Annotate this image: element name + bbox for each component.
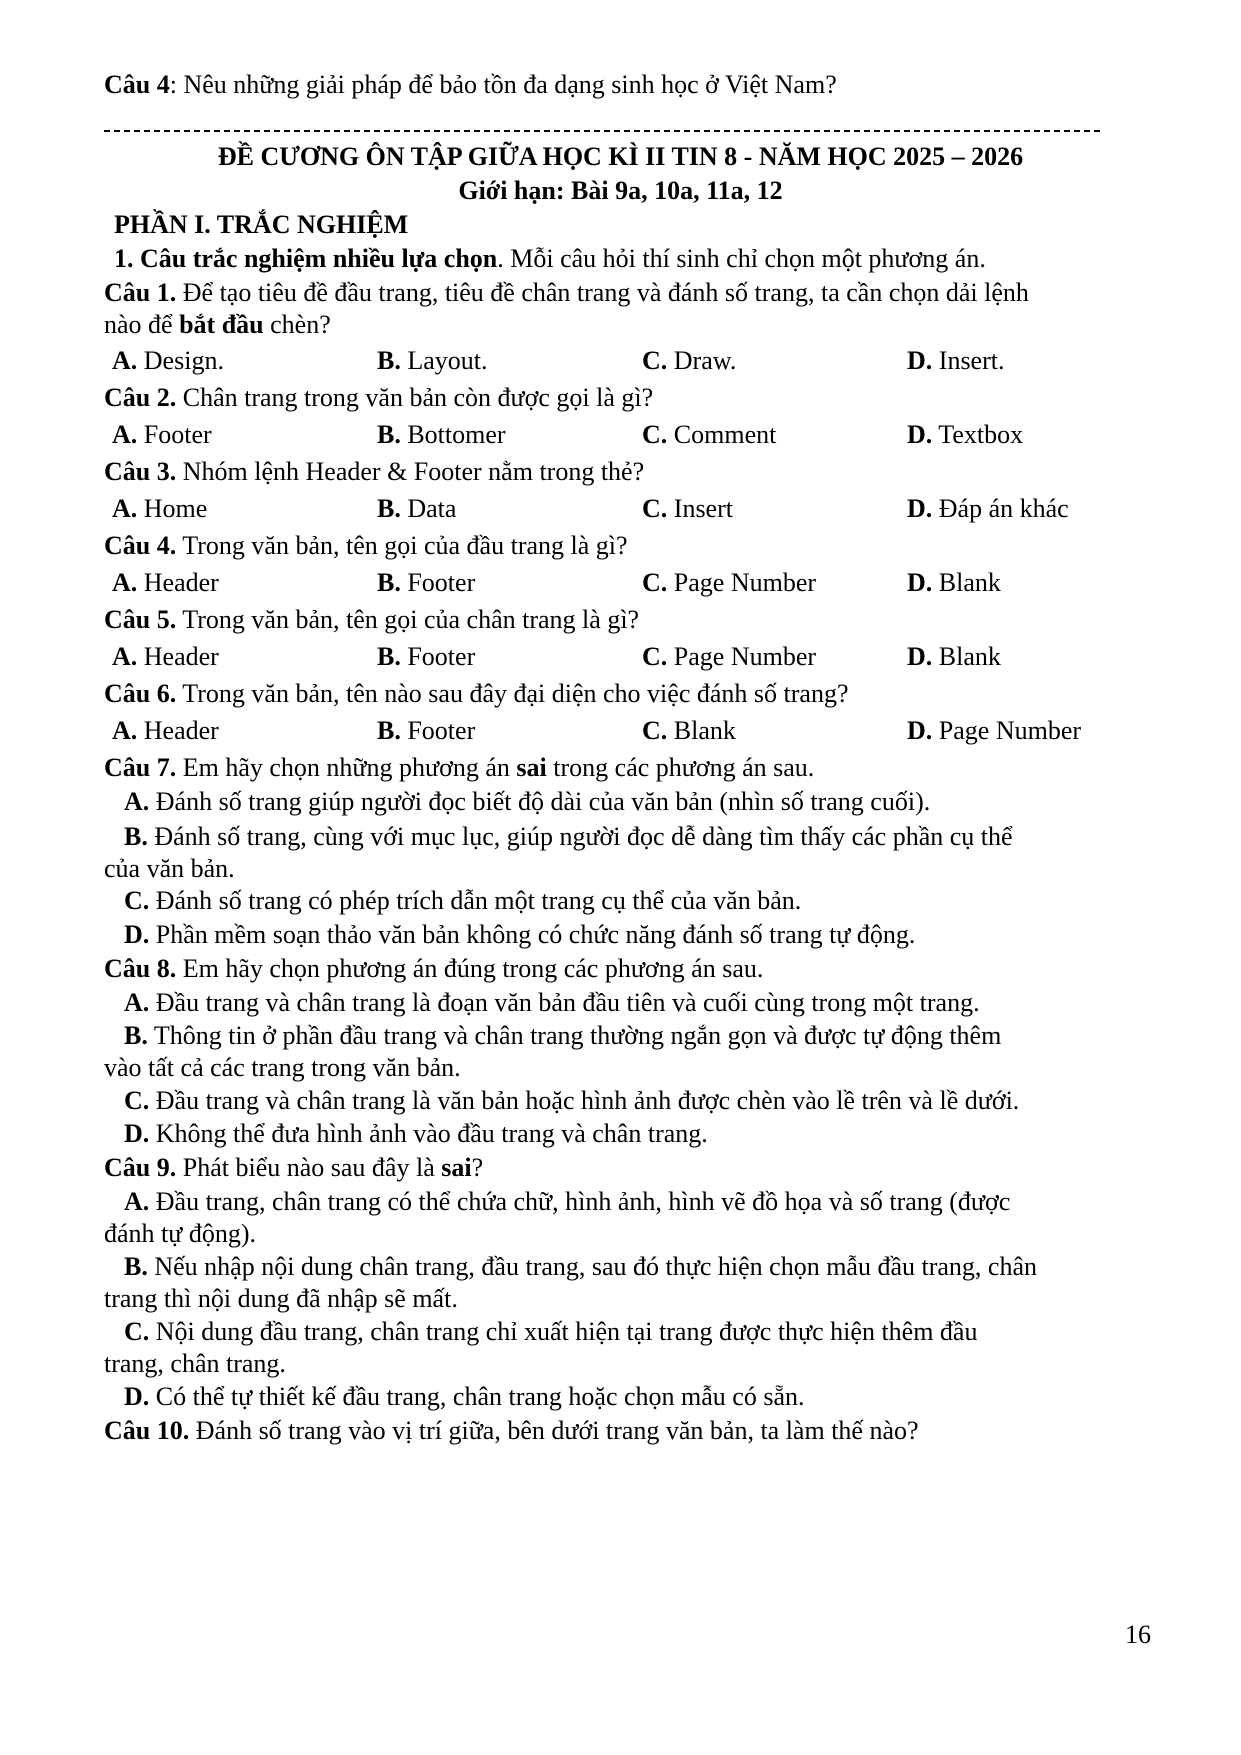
- question-9-option-b: B. Nếu nhập nội dung chân trang, đầu trang, sau đó thực hiện chọn mẫu đầu trang, chân: [124, 1252, 1038, 1281]
- option-d: D. Textbox: [907, 420, 1024, 449]
- question-2-options: [112, 418, 1142, 452]
- page-number: 16: [1125, 1620, 1151, 1649]
- question-2: Câu 2. Chân trang trong văn bản còn được gọi là gì?: [104, 383, 654, 412]
- option-b: B. Footer: [377, 642, 476, 671]
- option-d: D. Insert.: [907, 346, 1005, 375]
- question-1-cont: nào để bắt đầu chèn?: [104, 310, 331, 339]
- question-9-option-b-cont: trang thì nội dung đã nhập sẽ mất.: [104, 1284, 458, 1313]
- doc-subtitle: Giới hạn: Bài 9a, 10a, 11a, 12: [458, 176, 783, 205]
- question-10: Câu 10. Đánh số trang vào vị trí giữa, bên dưới trang văn bản, ta làm thế nào?: [104, 1416, 919, 1445]
- question-9-option-a: A. Đầu trang, chân trang có thể chứa chữ, hình ảnh, hình vẽ đồ họa và số trang (được: [124, 1187, 1011, 1216]
- question-7-option-b: B. Đánh số trang, cùng với mục lục, giúp người đọc dễ dàng tìm thấy các phần cụ thể: [124, 822, 1013, 851]
- question-7: Câu 7. Em hãy chọn những phương án sai trong các phương án sau.: [104, 753, 815, 782]
- option-b: B. Footer: [377, 716, 476, 745]
- option-c: C. Page Number: [642, 568, 817, 597]
- option-c: C. Insert: [642, 494, 733, 523]
- question-8-option-a: A. Đầu trang và chân trang là đoạn văn bản đầu tiên và cuối cùng trong một trang.: [124, 988, 980, 1017]
- section-title: PHẦN I. TRẮC NGHIỆM: [114, 210, 409, 239]
- question-8-option-b-cont: vào tất cả các trang trong văn bản.: [104, 1053, 461, 1082]
- option-d: D. Blank: [907, 642, 1001, 671]
- option-d: D. Page Number: [907, 716, 1082, 745]
- question-7-option-d: D. Phần mềm soạn thảo văn bản không có chức năng đánh số trang tự động.: [124, 920, 916, 949]
- question-7-option-b-cont: của văn bản.: [104, 854, 235, 883]
- question-7-option-c: C. Đánh số trang có phép trích dẫn một trang cụ thể của văn bản.: [124, 886, 802, 915]
- option-a: A. Design.: [112, 346, 224, 375]
- question-9-option-c: C. Nội dung đầu trang, chân trang chỉ xuất hiện tại trang được thực hiện thêm đầu: [124, 1317, 978, 1346]
- option-a: A. Footer: [112, 420, 212, 449]
- question-9-option-c-cont: trang, chân trang.: [104, 1349, 286, 1378]
- question-3-options: [112, 492, 1142, 526]
- option-c: C. Comment: [642, 420, 777, 449]
- option-a: A. Header: [112, 568, 219, 597]
- doc-title: ĐỀ CƯƠNG ÔN TẬP GIỮA HỌC KÌ II TIN 8 - NĂM HỌC 2025 – 2026: [217, 142, 1024, 171]
- question-7-option-a: A. Đánh số trang giúp người đọc biết độ dài của văn bản (nhìn số trang cuối).: [124, 787, 931, 816]
- option-d: D. Blank: [907, 568, 1001, 597]
- question-8-option-d: D. Không thể đưa hình ảnh vào đầu trang và chân trang.: [124, 1119, 708, 1148]
- question-9: Câu 9. Phát biểu nào sau đây là sai?: [104, 1153, 484, 1182]
- question-1-options: [112, 344, 1142, 378]
- option-b: B. Data: [377, 494, 457, 523]
- question-9-option-d: D. Có thể tự thiết kế đầu trang, chân trang hoặc chọn mẫu có sẵn.: [124, 1382, 805, 1411]
- question-9-option-a-cont: đánh tự động).: [104, 1219, 257, 1248]
- question-8-option-b: B. Thông tin ở phần đầu trang và chân trang thường ngắn gọn và được tự động thêm: [124, 1021, 1002, 1050]
- question-3: Câu 3. Nhóm lệnh Header & Footer nằm trong thẻ?: [104, 457, 645, 486]
- question-6: Câu 6. Trong văn bản, tên nào sau đây đại diện cho việc đánh số trang?: [104, 679, 849, 708]
- question-5-options: [112, 640, 1142, 674]
- option-a: A. Home: [112, 494, 208, 523]
- question-4-options: [112, 566, 1142, 600]
- question-5: Câu 5. Trong văn bản, tên gọi của chân trang là gì?: [104, 605, 640, 634]
- question-1: Câu 1. Để tạo tiêu đề đầu trang, tiêu đề chân trang và đánh số trang, ta cần chọn dải lệnh: [104, 278, 1029, 307]
- option-b: B. Layout.: [377, 346, 488, 375]
- question-8-option-c: C. Đầu trang và chân trang là văn bản hoặc hình ảnh được chèn vào lề trên và lề dưới.: [124, 1086, 1020, 1115]
- question-8: Câu 8. Em hãy chọn phương án đúng trong các phương án sau.: [104, 954, 764, 983]
- option-a: A. Header: [112, 642, 219, 671]
- option-b: B. Bottomer: [377, 420, 506, 449]
- question-4: Câu 4. Trong văn bản, tên gọi của đầu trang là gì?: [104, 531, 628, 560]
- option-b: B. Footer: [377, 568, 476, 597]
- dashed-separator: [104, 130, 1100, 132]
- option-d: D. Đáp án khác: [907, 494, 1069, 523]
- question-6-options: [112, 714, 1142, 748]
- prev-question: Câu 4: Nêu những giải pháp để bảo tồn đa dạng sinh học ở Việt Nam?: [104, 70, 837, 99]
- option-a: A. Header: [112, 716, 219, 745]
- option-c: C. Blank: [642, 716, 736, 745]
- section-subtitle: 1. Câu trắc nghiệm nhiều lựa chọn. Mỗi câu hỏi thí sinh chỉ chọn một phương án.: [114, 244, 986, 273]
- option-c: C. Page Number: [642, 642, 817, 671]
- option-c: C. Draw.: [642, 346, 737, 375]
